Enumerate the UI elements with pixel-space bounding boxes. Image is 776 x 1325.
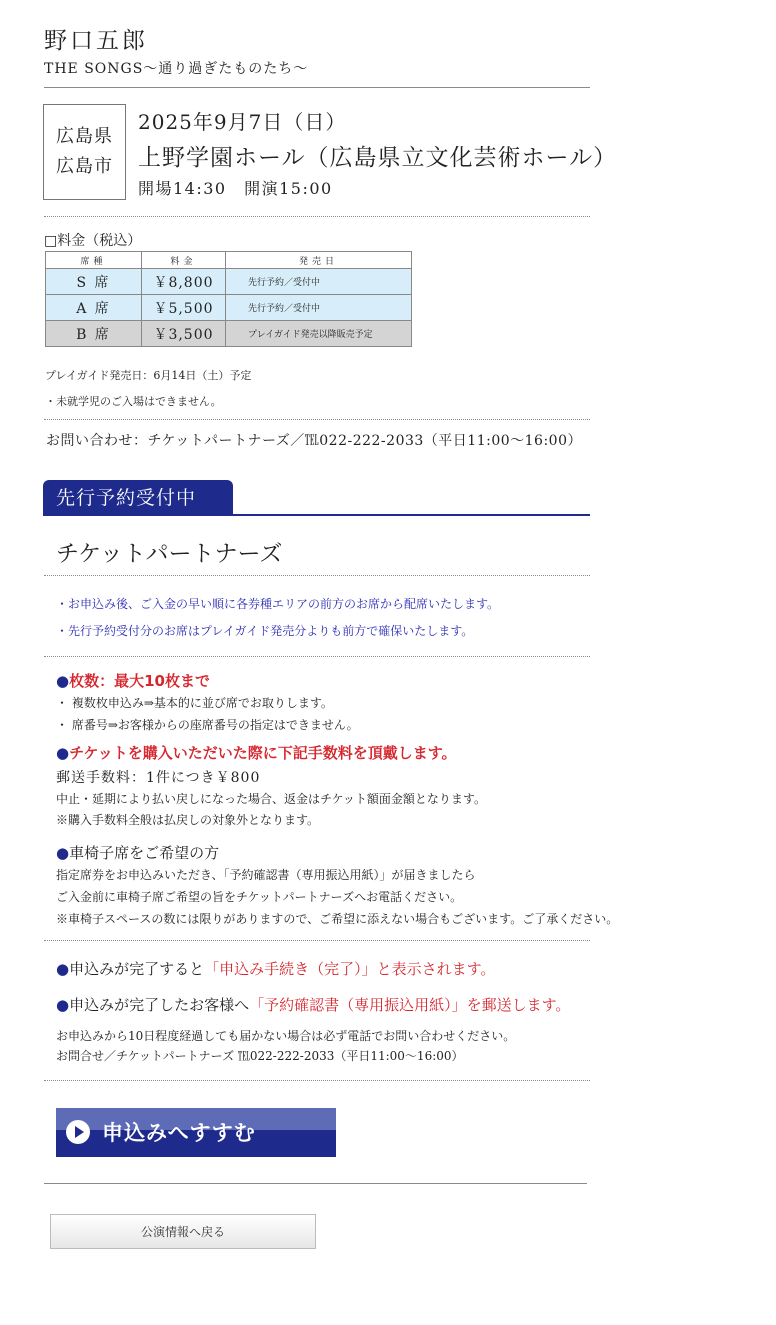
back-to-event-button[interactable]: 公演情報へ戻る bbox=[50, 1214, 316, 1249]
child-note: ・未就学児のご入場はできません。 bbox=[45, 395, 222, 408]
fee-heading bbox=[56, 742, 457, 763]
event-date: 2025年9月7日（日） bbox=[138, 110, 347, 134]
play-arrow-triangle bbox=[75, 1126, 84, 1138]
seat-price: ￥3,500 bbox=[142, 321, 226, 347]
location-box bbox=[43, 104, 126, 200]
apply-button-label: 申込みへすすむ bbox=[102, 1121, 256, 1145]
wheelchair-heading bbox=[56, 842, 219, 863]
seat-type: S 席 bbox=[46, 269, 142, 295]
postage-fee: 郵送手数料：1件につき￥800 bbox=[56, 770, 261, 786]
playguide-date: プレイガイド発売日：6月14日（土）予定 bbox=[45, 369, 252, 382]
wheelchair-line: ※車椅子スペースの数には限りがありますので、ご希望に添えない場合もございます。ご了承ください。 bbox=[56, 912, 619, 926]
table-row bbox=[46, 269, 412, 295]
presale-tab-underline bbox=[43, 514, 590, 516]
price-section-title: □料金（税込） bbox=[44, 233, 142, 249]
seat-type: B 席 bbox=[46, 321, 142, 347]
completion-note: お申込みから10日程度経過しても届かない場合は必ず電話でお問い合わせください。 bbox=[56, 1029, 516, 1043]
completion-contact: お問合せ／チケットパートナーズ ℡022-222-2033（平日11:00〜16:00） bbox=[56, 1049, 464, 1063]
event-times: 開場14:30 開演15:00 bbox=[138, 179, 333, 198]
seat-type: A 席 bbox=[46, 295, 142, 321]
fee-line: 中止・延期により払い戻しになった場合、返金はチケット額面金額となります。 bbox=[56, 792, 486, 806]
header-divider bbox=[44, 87, 590, 88]
play-arrow-icon bbox=[66, 1120, 90, 1144]
event-venue: 上野学園ホール（広島県立文化芸術ホール） bbox=[138, 145, 618, 171]
footer-divider bbox=[44, 1183, 587, 1184]
dotted-divider bbox=[44, 1080, 590, 1081]
presale-note: ・お申込み後、ご入金の早い順に各券種エリアの前方のお席から配席いたします。 bbox=[56, 597, 500, 611]
dotted-divider bbox=[44, 419, 590, 420]
agency-name: チケットパートナーズ bbox=[56, 541, 283, 567]
bullet-icon: ● bbox=[56, 996, 70, 1014]
limit-line: ・ 複数枚申込み⇒基本的に並び席でお取りします。 bbox=[56, 696, 333, 710]
price-table-header bbox=[46, 252, 412, 269]
header-sale: 発売日 bbox=[226, 252, 412, 269]
seat-price: ￥5,500 bbox=[142, 295, 226, 321]
tour-title: THE SONGS〜通り過ぎたものたち〜 bbox=[44, 61, 309, 77]
wheelchair-line: 指定席券をお申込みいただき、「予約確認書（専用振込用紙）」が届きましたら bbox=[56, 868, 476, 882]
contact-info: お問い合わせ：チケットパートナーズ／℡022-222-2033（平日11:00〜16:00） bbox=[46, 433, 582, 449]
prefecture-label: 広島県 bbox=[56, 126, 113, 147]
dotted-divider bbox=[44, 940, 590, 941]
presale-note: ・先行予約受付分のお席はプレイガイド発売分よりも前方で確保いたします。 bbox=[56, 624, 474, 638]
completion-line-1-prefix: 申込みが完了すると bbox=[69, 960, 205, 978]
completion-line-2-prefix: 申込みが完了したお客様へ bbox=[69, 996, 250, 1014]
presale-tab: 先行予約受付中 bbox=[43, 480, 233, 515]
price-table bbox=[45, 251, 412, 347]
fee-line: ※購入手数料全般は払戻しの対象外となります。 bbox=[56, 813, 320, 827]
limit-line: ・ 席番号⇒お客様からの座席番号の指定はできません。 bbox=[56, 718, 359, 732]
city-label: 広島市 bbox=[56, 156, 113, 177]
artist-name: 野口五郎 bbox=[44, 28, 148, 54]
sale-status: 先行予約／受付中 bbox=[226, 269, 412, 295]
completion-line-2 bbox=[56, 994, 570, 1015]
bullet-icon: ● bbox=[56, 960, 70, 978]
limit-heading bbox=[56, 670, 210, 691]
apply-button[interactable] bbox=[56, 1108, 336, 1157]
limit-heading-text: 枚数：最大10枚まで bbox=[69, 672, 210, 690]
bullet-icon: ● bbox=[56, 744, 70, 762]
bullet-icon: ● bbox=[56, 844, 70, 862]
sale-status: 先行予約／受付中 bbox=[226, 295, 412, 321]
dotted-divider bbox=[44, 575, 590, 576]
header-price: 料金 bbox=[142, 252, 226, 269]
fee-heading-text: チケットを購入いただいた際に下記手数料を頂戴します。 bbox=[69, 744, 457, 762]
wheelchair-heading-text: 車椅子席をご希望の方 bbox=[69, 844, 220, 862]
dotted-divider bbox=[44, 656, 590, 657]
bullet-icon: ● bbox=[56, 672, 70, 690]
table-row bbox=[46, 321, 412, 347]
seat-price: ￥8,800 bbox=[142, 269, 226, 295]
header-seat: 席種 bbox=[46, 252, 142, 269]
sale-status: プレイガイド発売以降販売予定 bbox=[226, 321, 412, 347]
dotted-divider bbox=[44, 216, 590, 217]
completion-line-1-red: 「申込み手続き（完了）」と表示されます。 bbox=[204, 960, 496, 978]
wheelchair-line: ご入金前に車椅子席ご希望の旨をチケットパートナーズへお電話ください。 bbox=[56, 890, 463, 904]
completion-line-1 bbox=[56, 958, 495, 979]
completion-line-2-red: 「予約確認書（専用振込用紙）」を郵送します。 bbox=[249, 996, 571, 1014]
table-row bbox=[46, 295, 412, 321]
